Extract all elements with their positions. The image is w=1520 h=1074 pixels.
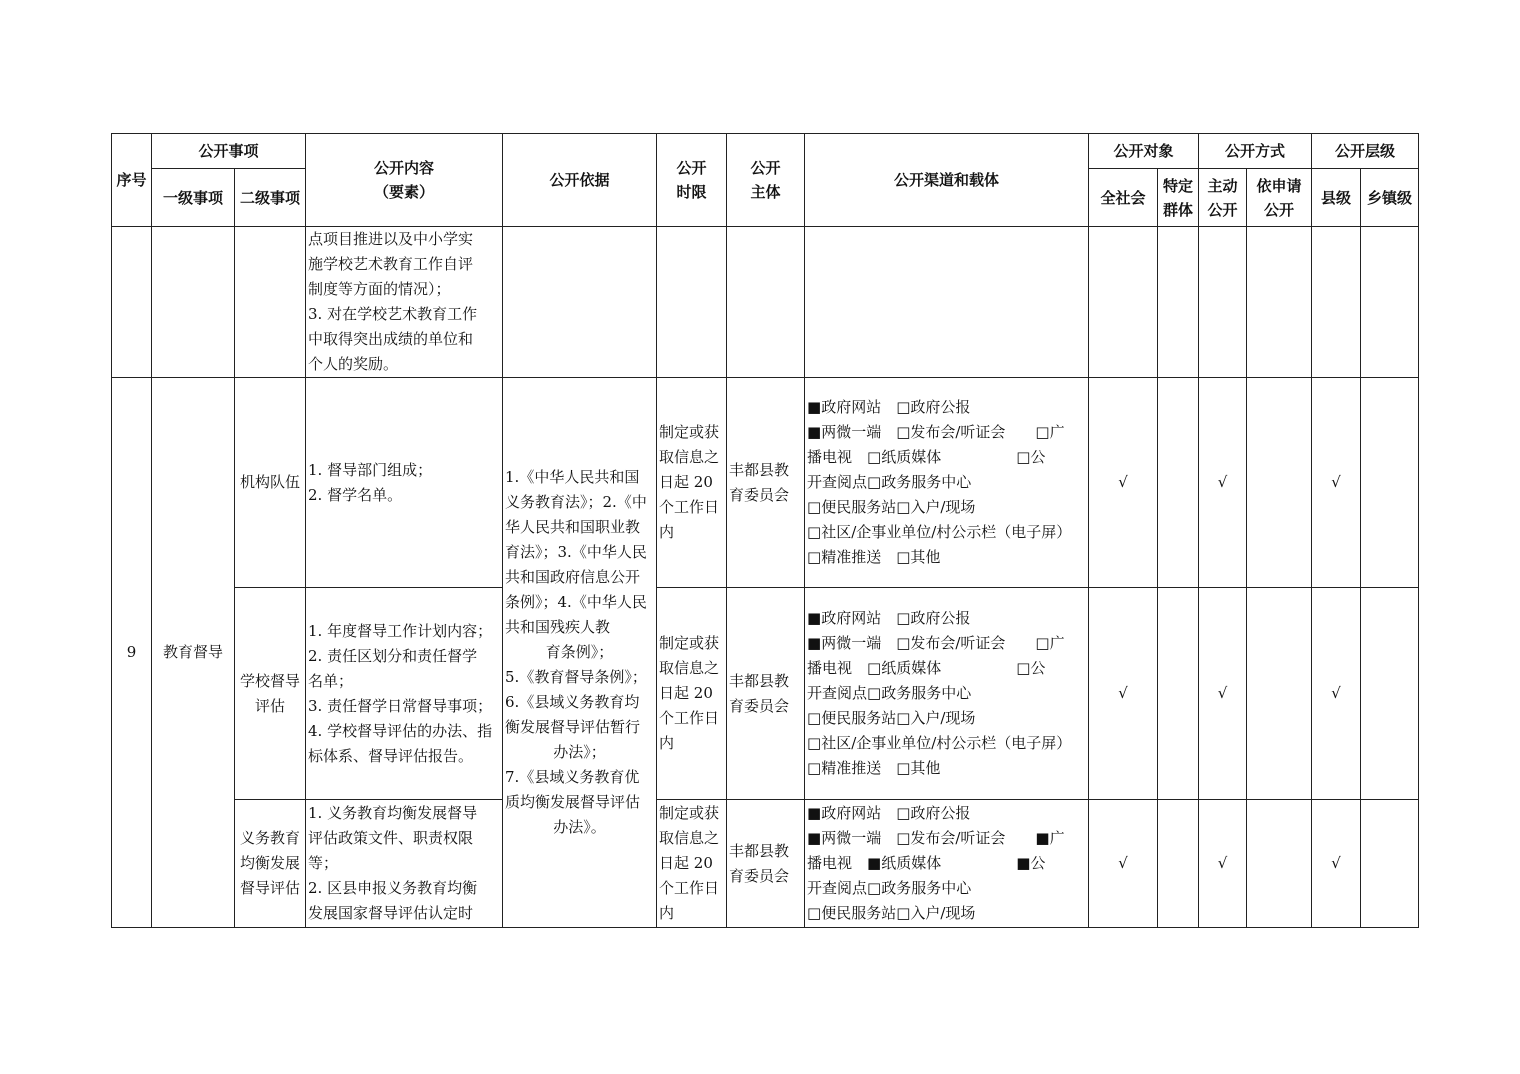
header-subject-line1: 公开 <box>750 159 781 177</box>
row-level2 <box>235 800 306 928</box>
content-line: 2. 区县申报义务教育均衡 <box>308 879 478 897</box>
check-target-specific <box>1158 378 1199 588</box>
cont-level-town <box>1361 227 1419 378</box>
row-content <box>306 378 503 588</box>
check-mode-active: √ <box>1199 378 1247 588</box>
header-channels: 公开渠道和载体 <box>805 134 1089 227</box>
basis-segment: 7.《县域义务教育优 <box>505 768 640 786</box>
subject-line: 丰都县教 <box>729 460 790 479</box>
header-target-all: 全社会 <box>1089 169 1158 227</box>
time-line: 制定或获 <box>659 804 720 822</box>
time-line: 取信息之 <box>659 659 720 677</box>
cont-content-line: 制度等方面的情况）； <box>308 280 451 298</box>
level2-line: 义务教育 <box>240 829 301 847</box>
row-subject <box>727 800 805 928</box>
check-mode-active: √ <box>1199 800 1247 928</box>
header-mode-active-line1: 主动 <box>1207 176 1238 195</box>
row-subject <box>727 378 805 588</box>
check-target-specific <box>1158 588 1199 800</box>
check-mode-request <box>1247 378 1312 588</box>
content-line: 1. 义务教育均衡发展督导 <box>308 804 478 822</box>
check-level-town <box>1361 378 1419 588</box>
header-mode-request-line2: 公开 <box>1264 200 1295 219</box>
basis-segment: 育条例》； <box>545 643 614 661</box>
channel-line: □便民服务站□入户/现场 <box>807 904 976 922</box>
time-line: 个工作日 <box>659 879 720 897</box>
subject-line: 育委员会 <box>729 866 790 885</box>
cont-target-all <box>1089 227 1158 378</box>
check-mode-request <box>1247 588 1312 800</box>
content-line: 等； <box>308 854 339 872</box>
row-subject <box>727 588 805 800</box>
content-line: 3. 责任督学日常督导事项； <box>308 696 493 715</box>
time-line: 取信息之 <box>659 448 720 466</box>
channel-line: ■政府网站 □政府公报 <box>807 398 971 416</box>
row-level1: 教育督导 <box>152 378 235 928</box>
basis-segment: 办法》。 <box>553 818 606 836</box>
cont-time <box>657 227 727 378</box>
header-level2: 二级事项 <box>235 169 306 227</box>
subject-line: 丰都县教 <box>729 841 790 860</box>
channel-line: ■两微一端 □发布会/听证会 □广 <box>807 634 1065 652</box>
header-basis: 公开依据 <box>503 134 657 227</box>
check-target-all: √ <box>1089 800 1158 928</box>
content-line: 名单； <box>308 671 354 690</box>
time-line: 内 <box>659 734 675 752</box>
row-channels <box>805 800 1089 928</box>
cont-channels <box>805 227 1089 378</box>
header-target: 公开对象 <box>1089 134 1199 169</box>
basis-segment: 6.《县域义务教育均 <box>505 693 640 711</box>
row-channels <box>805 378 1089 588</box>
check-target-all: √ <box>1089 588 1158 800</box>
header-level-town: 乡镇级 <box>1361 169 1419 227</box>
cont-mode-active <box>1199 227 1247 378</box>
header-mode-active <box>1199 169 1247 227</box>
header-mode: 公开方式 <box>1199 134 1312 169</box>
time-line: 日起 20 <box>659 854 713 872</box>
check-level-town <box>1361 800 1419 928</box>
channel-line: ■两微一端 □发布会/听证会 ■广 <box>807 829 1065 847</box>
time-line: 日起 20 <box>659 473 713 491</box>
check-mode-active: √ <box>1199 588 1247 800</box>
channel-line: 播电视 □纸质媒体 □公 <box>807 448 1046 466</box>
basis-segment: 华人民共和国职业教 <box>505 518 641 536</box>
row-time <box>657 800 727 928</box>
row-seq: 9 <box>112 378 152 928</box>
level2-line: 机构队伍 <box>240 473 301 491</box>
level2-line: 均衡发展 <box>240 854 301 872</box>
header-mode-request <box>1247 169 1312 227</box>
cont-mode-request <box>1247 227 1312 378</box>
header-subject <box>727 134 805 227</box>
content-line: 发展国家督导评估认定时 <box>308 904 474 922</box>
basis-segment: 1.《中华人民共和国 <box>505 468 640 486</box>
time-line: 制定或获 <box>659 423 720 441</box>
channel-line: □便民服务站□入户/现场 <box>807 709 976 727</box>
content-line: 评估政策文件、职责权限 <box>308 829 474 847</box>
channel-line: 开查阅点□政务服务中心 <box>807 473 972 491</box>
basis-segment: 衡发展督导评估暂行 <box>505 718 641 736</box>
level2-line: 学校督导 <box>240 671 301 690</box>
header-subject-line2: 主体 <box>750 183 781 201</box>
basis-segment: 育法》；3.《中华人 <box>505 543 632 561</box>
content-line: 2. 督学名单。 <box>308 485 403 504</box>
channel-line: □精准推送 □其他 <box>807 548 941 566</box>
content-line: 标体系、督导评估报告。 <box>308 746 474 765</box>
row-basis <box>503 378 657 928</box>
check-level-county: √ <box>1312 588 1361 800</box>
level2-line: 评估 <box>255 696 286 715</box>
channel-line: ■两微一端 □发布会/听证会 □广 <box>807 423 1065 441</box>
check-level-town <box>1361 588 1419 800</box>
check-level-county: √ <box>1312 800 1361 928</box>
content-line: 2. 责任区划分和责任督学 <box>308 646 478 665</box>
channel-line: 播电视 ■纸质媒体 ■公 <box>807 854 1046 872</box>
cont-content-line: 中取得突出成绩的单位和 <box>308 330 474 348</box>
channel-line: □社区/企事业单位/村公示栏（电子屏） <box>807 734 1072 752</box>
header-level: 公开层级 <box>1312 134 1419 169</box>
basis-segment: 人民共和国残疾人教 <box>505 593 647 636</box>
header-level-county: 县级 <box>1312 169 1361 227</box>
header-target-specific-line2: 群体 <box>1163 200 1194 219</box>
check-mode-request <box>1247 800 1312 928</box>
row-time <box>657 378 727 588</box>
basis-segment: 5.《教育督导条例》； <box>505 668 647 686</box>
header-time <box>657 134 727 227</box>
header-target-specific-line1: 特定 <box>1163 176 1194 195</box>
cont-content <box>306 227 503 378</box>
cont-level-county <box>1312 227 1361 378</box>
header-target-specific <box>1158 169 1199 227</box>
channel-line: 开查阅点□政务服务中心 <box>807 684 972 702</box>
row-time <box>657 588 727 800</box>
header-time-line1: 公开 <box>676 159 707 177</box>
time-line: 日起 20 <box>659 684 713 702</box>
subject-line: 丰都县教 <box>729 671 790 690</box>
basis-segment: 义务教育法》；2.《中 <box>505 493 647 511</box>
basis-segment: 质均衡发展督导评估 <box>505 793 641 811</box>
time-line: 内 <box>659 904 675 922</box>
header-time-line2: 时限 <box>676 183 707 201</box>
header-row-1 <box>112 134 1419 169</box>
channel-line: □社区/企事业单位/村公示栏（电子屏） <box>807 523 1072 541</box>
check-target-specific <box>1158 800 1199 928</box>
check-level-county: √ <box>1312 378 1361 588</box>
row-content <box>306 800 503 928</box>
check-target-all: √ <box>1089 378 1158 588</box>
time-line: 个工作日 <box>659 498 720 516</box>
row-level2 <box>235 588 306 800</box>
basis-segment: 开条例》；4.《中华 <box>505 568 641 611</box>
header-content-line1: 公开内容 <box>374 159 435 177</box>
cont-content-line: 个人的奖励。 <box>308 355 399 373</box>
time-line: 个工作日 <box>659 709 720 727</box>
cont-seq <box>112 227 152 378</box>
content-line: 1. 督导部门组成； <box>308 460 433 479</box>
channel-line: ■政府网站 □政府公报 <box>807 609 971 627</box>
cont-target-specific <box>1158 227 1199 378</box>
header-item: 公开事项 <box>152 134 306 169</box>
channel-line: 开查阅点□政务服务中心 <box>807 879 972 897</box>
subject-line: 育委员会 <box>729 696 790 715</box>
basis-segment: 办法》； <box>553 743 606 761</box>
cont-content-line: 3. 对在学校艺术教育工作 <box>308 305 478 323</box>
time-line: 制定或获 <box>659 634 720 652</box>
basis-segment: 民共和国政府信息公 <box>505 543 647 586</box>
cont-level1 <box>152 227 235 378</box>
row-content <box>306 588 503 800</box>
cont-content-line: 点项目推进以及中小学实 <box>308 230 474 248</box>
table-row <box>112 588 1419 800</box>
header-mode-active-line2: 公开 <box>1207 200 1238 219</box>
channel-line: 播电视 □纸质媒体 □公 <box>807 659 1046 677</box>
cont-subject <box>727 227 805 378</box>
cont-basis <box>503 227 657 378</box>
channel-line: ■政府网站 □政府公报 <box>807 804 971 822</box>
continuation-row <box>112 227 1419 378</box>
subject-line: 育委员会 <box>729 485 790 504</box>
channel-line: □精准推送 □其他 <box>807 759 941 777</box>
content-line: 1. 年度督导工作计划内容； <box>308 621 493 640</box>
header-content <box>306 134 503 227</box>
time-line: 取信息之 <box>659 829 720 847</box>
disclosure-table <box>111 133 1419 928</box>
level2-line: 督导评估 <box>240 879 301 897</box>
header-level1: 一级事项 <box>152 169 235 227</box>
cont-content-line: 施学校艺术教育工作自评 <box>308 255 474 273</box>
row-level2 <box>235 378 306 588</box>
content-line: 4. 学校督导评估的办法、指 <box>308 721 493 740</box>
table-row <box>112 800 1419 928</box>
channel-line: □便民服务站□入户/现场 <box>807 498 976 516</box>
cont-level2 <box>235 227 306 378</box>
header-mode-request-line1: 依申请 <box>1256 176 1302 195</box>
table-row <box>112 378 1419 588</box>
header-seq: 序号 <box>112 134 152 227</box>
time-line: 内 <box>659 523 675 541</box>
header-content-line2: （要素） <box>374 183 435 201</box>
row-channels <box>805 588 1089 800</box>
